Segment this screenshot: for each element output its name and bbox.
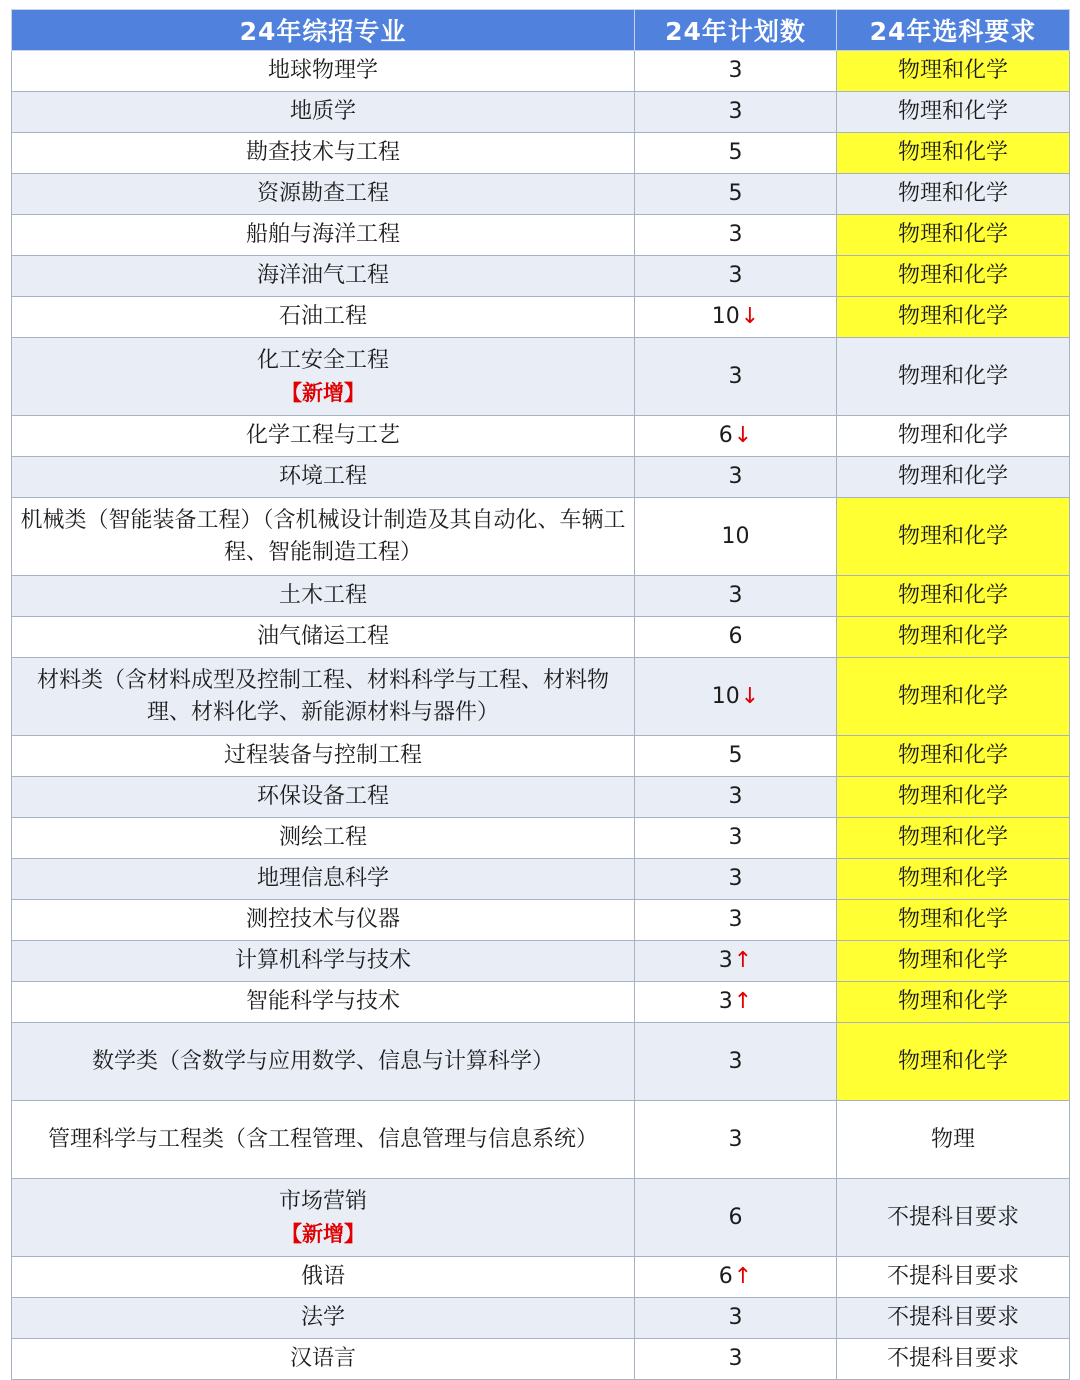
major-name: 管理科学与工程类（含工程管理、信息管理与信息系统） — [47, 1126, 598, 1152]
plan-count: 3 — [728, 866, 743, 891]
plan-cell — [635, 777, 837, 818]
plan-count: 6 — [728, 1204, 743, 1230]
table-row — [12, 1179, 1070, 1257]
plan-cell — [635, 174, 837, 215]
table-row — [12, 1023, 1070, 1101]
requirement-cell: 物理和化学 — [837, 51, 1070, 92]
major-cell — [12, 900, 635, 941]
requirement-cell: 不提科目要求 — [837, 1339, 1070, 1380]
table-row — [12, 1257, 1070, 1298]
major-cell — [12, 658, 635, 736]
requirement-cell: 物理和化学 — [837, 92, 1070, 133]
major-name: 化学工程与工艺 — [245, 423, 400, 448]
plan-count: 3 — [718, 989, 733, 1014]
major-name: 环境工程 — [278, 464, 367, 489]
requirement-cell: 物理和化学 — [837, 736, 1070, 777]
table-row — [12, 777, 1070, 818]
plan-cell — [635, 1179, 837, 1257]
major-cell — [12, 1339, 635, 1380]
plan-cell — [635, 1339, 837, 1380]
requirement-cell: 物理和化学 — [837, 297, 1070, 338]
major-cell — [12, 297, 635, 338]
plan-cell — [635, 498, 837, 576]
table-row — [12, 818, 1070, 859]
major-cell — [12, 1298, 635, 1339]
table-row — [12, 900, 1070, 941]
plan-cell — [635, 658, 837, 736]
plan-count: 3 — [728, 825, 743, 850]
major-cell — [12, 1101, 635, 1179]
major-cell — [12, 576, 635, 617]
major-name: 汉语言 — [289, 1346, 356, 1371]
requirement-cell: 物理和化学 — [837, 498, 1070, 576]
requirement-cell: 物理和化学 — [837, 256, 1070, 297]
major-cell — [12, 941, 635, 982]
header-major: 24年综招专业 — [12, 10, 635, 51]
major-name: 海洋油气工程 — [256, 263, 389, 288]
plan-count: 10 — [711, 304, 740, 329]
major-cell — [12, 338, 635, 416]
plan-count: 3 — [728, 583, 743, 608]
plan-cell — [635, 457, 837, 498]
requirement-cell: 物理和化学 — [837, 133, 1070, 174]
major-name: 测控技术与仪器 — [245, 907, 400, 932]
table-row — [12, 576, 1070, 617]
plan-count: 3 — [728, 784, 743, 809]
major-cell — [12, 736, 635, 777]
major-name: 测绘工程 — [278, 825, 367, 850]
table-row — [12, 338, 1070, 416]
table-row — [12, 133, 1070, 174]
plan-count: 6 — [718, 423, 733, 448]
plan-cell — [635, 51, 837, 92]
table-row — [12, 1339, 1070, 1380]
major-cell — [12, 1179, 635, 1257]
plan-cell — [635, 617, 837, 658]
arrow-down-icon: ↓ — [740, 304, 760, 329]
major-name: 俄语 — [300, 1264, 345, 1289]
major-name: 勘查技术与工程 — [245, 140, 400, 165]
plan-count: 3 — [728, 1346, 743, 1371]
major-cell — [12, 859, 635, 900]
requirement-cell: 物理和化学 — [837, 576, 1070, 617]
plan-count: 3 — [728, 1305, 743, 1330]
requirement-cell: 物理和化学 — [837, 1023, 1070, 1101]
plan-count: 3 — [728, 363, 743, 389]
plan-count: 10 — [711, 683, 740, 709]
major-name: 法学 — [300, 1305, 345, 1330]
plan-count: 3 — [718, 948, 733, 973]
table-row — [12, 297, 1070, 338]
plan-count: 3 — [728, 1126, 743, 1152]
requirement-cell: 物理和化学 — [837, 658, 1070, 736]
plan-cell — [635, 1101, 837, 1179]
major-cell — [12, 51, 635, 92]
plan-count: 3 — [728, 464, 743, 489]
plan-cell — [635, 92, 837, 133]
header-requirement: 24年选科要求 — [837, 10, 1070, 51]
plan-cell — [635, 818, 837, 859]
major-cell — [12, 174, 635, 215]
table-row — [12, 416, 1070, 457]
header-plan: 24年计划数 — [635, 10, 837, 51]
arrow-up-icon: ↑ — [733, 948, 753, 973]
table-row — [12, 658, 1070, 736]
major-name: 市场营销 — [278, 1188, 367, 1214]
major-name: 过程装备与控制工程 — [223, 743, 422, 768]
major-name: 环保设备工程 — [256, 784, 389, 809]
major-cell — [12, 215, 635, 256]
major-name: 船舶与海洋工程 — [245, 222, 400, 247]
plan-cell — [635, 900, 837, 941]
requirement-cell: 物理和化学 — [837, 777, 1070, 818]
requirement-cell: 物理和化学 — [837, 174, 1070, 215]
major-name: 地理信息科学 — [256, 866, 389, 891]
new-tag: 【新增】 — [281, 1221, 365, 1246]
plan-count: 5 — [728, 743, 743, 768]
plan-cell — [635, 982, 837, 1023]
requirement-cell: 物理和化学 — [837, 900, 1070, 941]
table-row — [12, 92, 1070, 133]
major-name: 计算机科学与技术 — [234, 948, 411, 973]
requirement-cell: 不提科目要求 — [837, 1298, 1070, 1339]
requirement-cell: 物理和化学 — [837, 215, 1070, 256]
major-name: 地质学 — [289, 99, 356, 124]
plan-cell — [635, 338, 837, 416]
plan-count: 5 — [728, 140, 743, 165]
plan-count: 5 — [728, 181, 743, 206]
plan-count: 3 — [728, 263, 743, 288]
major-cell — [12, 818, 635, 859]
major-name: 化工安全工程 — [256, 347, 389, 373]
major-name: 地球物理学 — [267, 58, 378, 83]
table-row — [12, 736, 1070, 777]
plan-count: 6 — [718, 1264, 733, 1289]
arrow-down-icon: ↓ — [733, 423, 753, 448]
table-row — [12, 215, 1070, 256]
admissions-table — [11, 9, 1070, 1380]
major-cell — [12, 777, 635, 818]
major-name: 油气储运工程 — [256, 624, 389, 649]
requirement-cell: 物理和化学 — [837, 416, 1070, 457]
major-name: 石油工程 — [278, 304, 367, 329]
table-row — [12, 174, 1070, 215]
major-name: 智能科学与技术 — [245, 989, 400, 1014]
major-cell — [12, 1023, 635, 1101]
table-row — [12, 51, 1070, 92]
major-cell — [12, 1257, 635, 1298]
header-row — [12, 10, 1070, 51]
requirement-cell: 物理和化学 — [837, 338, 1070, 416]
major-name: 机械类（智能装备工程）（含机械设计制造及其自动化、车辆工程、智能制造工程） — [20, 507, 626, 565]
major-cell — [12, 498, 635, 576]
plan-cell — [635, 941, 837, 982]
plan-cell — [635, 859, 837, 900]
plan-count: 3 — [728, 99, 743, 124]
table-row — [12, 982, 1070, 1023]
major-name: 材料类（含材料成型及控制工程、材料科学与工程、材料物理、材料化学、新能源材料与器件） — [36, 667, 609, 725]
major-cell — [12, 416, 635, 457]
plan-cell — [635, 1257, 837, 1298]
plan-count: 3 — [728, 907, 743, 932]
plan-cell — [635, 215, 837, 256]
requirement-cell: 物理和化学 — [837, 818, 1070, 859]
requirement-cell: 物理和化学 — [837, 457, 1070, 498]
plan-cell — [635, 297, 837, 338]
major-cell — [12, 92, 635, 133]
major-cell — [12, 256, 635, 297]
requirement-cell: 物理 — [837, 1101, 1070, 1179]
requirement-cell: 物理和化学 — [837, 982, 1070, 1023]
major-cell — [12, 133, 635, 174]
major-name: 土木工程 — [278, 583, 367, 608]
table-row — [12, 859, 1070, 900]
table-row — [12, 256, 1070, 297]
table-row — [12, 457, 1070, 498]
arrow-up-icon: ↑ — [733, 1264, 753, 1289]
plan-cell — [635, 576, 837, 617]
table-row — [12, 498, 1070, 576]
plan-cell — [635, 416, 837, 457]
table-body — [12, 51, 1070, 1380]
table-row — [12, 617, 1070, 658]
requirement-cell: 物理和化学 — [837, 617, 1070, 658]
table-row — [12, 1298, 1070, 1339]
major-cell — [12, 982, 635, 1023]
plan-cell — [635, 736, 837, 777]
table-row — [12, 1101, 1070, 1179]
table-row — [12, 941, 1070, 982]
major-name: 资源勘查工程 — [256, 181, 389, 206]
plan-cell — [635, 1298, 837, 1339]
plan-count: 3 — [728, 58, 743, 83]
plan-count: 3 — [728, 222, 743, 247]
major-cell — [12, 457, 635, 498]
requirement-cell: 物理和化学 — [837, 859, 1070, 900]
plan-cell — [635, 256, 837, 297]
plan-count: 6 — [728, 624, 743, 649]
new-tag: 【新增】 — [281, 380, 365, 405]
plan-count: 3 — [728, 1048, 743, 1074]
requirement-cell: 不提科目要求 — [837, 1257, 1070, 1298]
plan-cell — [635, 133, 837, 174]
plan-cell — [635, 1023, 837, 1101]
major-cell — [12, 617, 635, 658]
major-name: 数学类（含数学与应用数学、信息与计算科学） — [91, 1048, 554, 1074]
plan-count: 10 — [721, 523, 750, 549]
arrow-down-icon: ↓ — [740, 683, 760, 709]
requirement-cell: 物理和化学 — [837, 941, 1070, 982]
arrow-up-icon: ↑ — [733, 989, 753, 1014]
requirement-cell: 不提科目要求 — [837, 1179, 1070, 1257]
